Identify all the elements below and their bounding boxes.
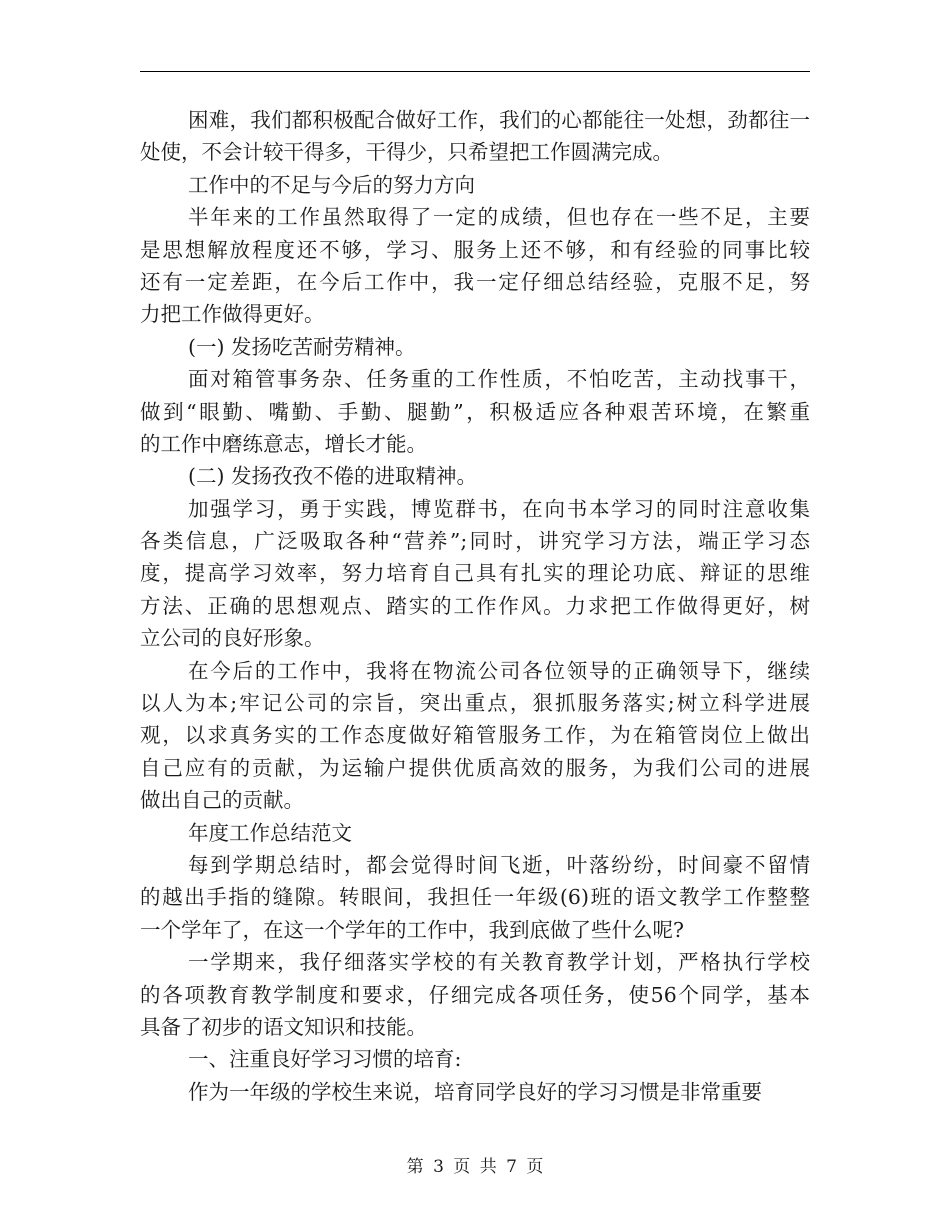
paragraph [140, 104, 810, 169]
section-heading [140, 460, 810, 492]
paragraph [140, 849, 810, 946]
text-line: 立公司的良好形象。 [140, 626, 325, 651]
text-line: (一) 发扬吃苦耐劳精神。 [188, 334, 416, 359]
text-line: 做出自己的贡献。 [140, 788, 304, 813]
paragraph [140, 946, 810, 1043]
header-rule [140, 71, 810, 72]
section-heading [140, 169, 810, 201]
text-line: 力把工作做得更好。 [140, 302, 325, 327]
text-line: 还有一定差距，在今后工作中，我一定仔细总结经验，克服不足，努 [140, 269, 810, 294]
document-body [140, 104, 810, 1108]
text-line: 的工作中磨练意志，增长才能。 [140, 431, 427, 456]
paragraph [140, 201, 810, 331]
text-line: 是思想解放程度还不够，学习、服务上还不够，和有经验的同事比较 [140, 237, 810, 262]
text-line: 一个学年了，在这一个学年的工作中，我到底做了些什么呢? [140, 917, 684, 942]
paragraph [140, 1076, 810, 1108]
paragraph [140, 493, 810, 655]
text-line: 以人为本;牢记公司的宗旨，突出重点，狠抓服务落实;树立科学进展 [140, 691, 810, 716]
text-line: 度，提高学习效率，努力培育自己具有扎实的理论功底、辩证的思维 [140, 561, 810, 586]
text-line: 每到学期总结时，都会觉得时间飞逝，叶落纷纷，时间豪不留情 [188, 852, 810, 877]
text-line: 一学期来，我仔细落实学校的有关教育教学计划，严格执行学校 [188, 950, 810, 975]
text-line: 在今后的工作中，我将在物流公司各位领导的正确领导下，继续 [188, 658, 810, 683]
text-line: 自己应有的贡献，为运输户提供优质高效的服务，为我们公司的进展 [140, 755, 810, 780]
text-line: 的越出手指的缝隙。转眼间，我担任一年级(6)班的语文教学工作整整 [140, 885, 810, 910]
text-line: 的各项教育教学制度和要求，仔细完成各项任务，使56个同学，基本 [140, 982, 810, 1007]
text-line: 困难，我们都积极配合做好工作，我们的心都能往一处想，劲都往一 [188, 108, 810, 132]
text-line: 各类信息，广泛吸取各种“营养”;同时，讲究学习方法，端正学习态 [140, 529, 810, 554]
section-heading [140, 1043, 810, 1075]
section-heading [140, 817, 810, 849]
page-footer: 第 3 页 共 7 页 [406, 1157, 544, 1177]
text-line: 年度工作总结范文 [188, 820, 352, 845]
text-line: 一、注重良好学习习惯的培育: [188, 1047, 462, 1072]
text-line: 加强学习，勇于实践，博览群书，在向书本学习的同时注意收集 [188, 496, 810, 521]
text-line: 半年来的工作虽然取得了一定的成绩，但也存在一些不足，主要 [188, 205, 810, 230]
section-heading [140, 331, 810, 363]
text-line: 作为一年级的学校生来说，培育同学良好的学习习惯是非常重要 [188, 1079, 762, 1104]
text-line: 处使，不会计较干得多，干得少，只希望把工作圆满完成。 [140, 140, 673, 165]
text-line: (二) 发扬孜孜不倦的进取精神。 [188, 464, 478, 489]
text-line: 工作中的不足与今后的努力方向 [188, 172, 475, 197]
text-line: 具备了初步的语文知识和技能。 [140, 1014, 427, 1039]
text-line: 观，以求真务实的工作态度做好箱管服务工作，为在箱管岗位上做出 [140, 723, 810, 748]
paragraph [140, 363, 810, 460]
text-line: 方法、正确的思想观点、踏实的工作作风。力求把工作做得更好，树 [140, 593, 810, 618]
paragraph [140, 655, 810, 817]
text-line: 面对箱管事务杂、任务重的工作性质，不怕吃苦，主动找事干， [188, 367, 810, 392]
text-line: 做到“眼勤、嘴勤、手勤、腿勤”，积极适应各种艰苦环境，在繁重 [140, 399, 810, 424]
